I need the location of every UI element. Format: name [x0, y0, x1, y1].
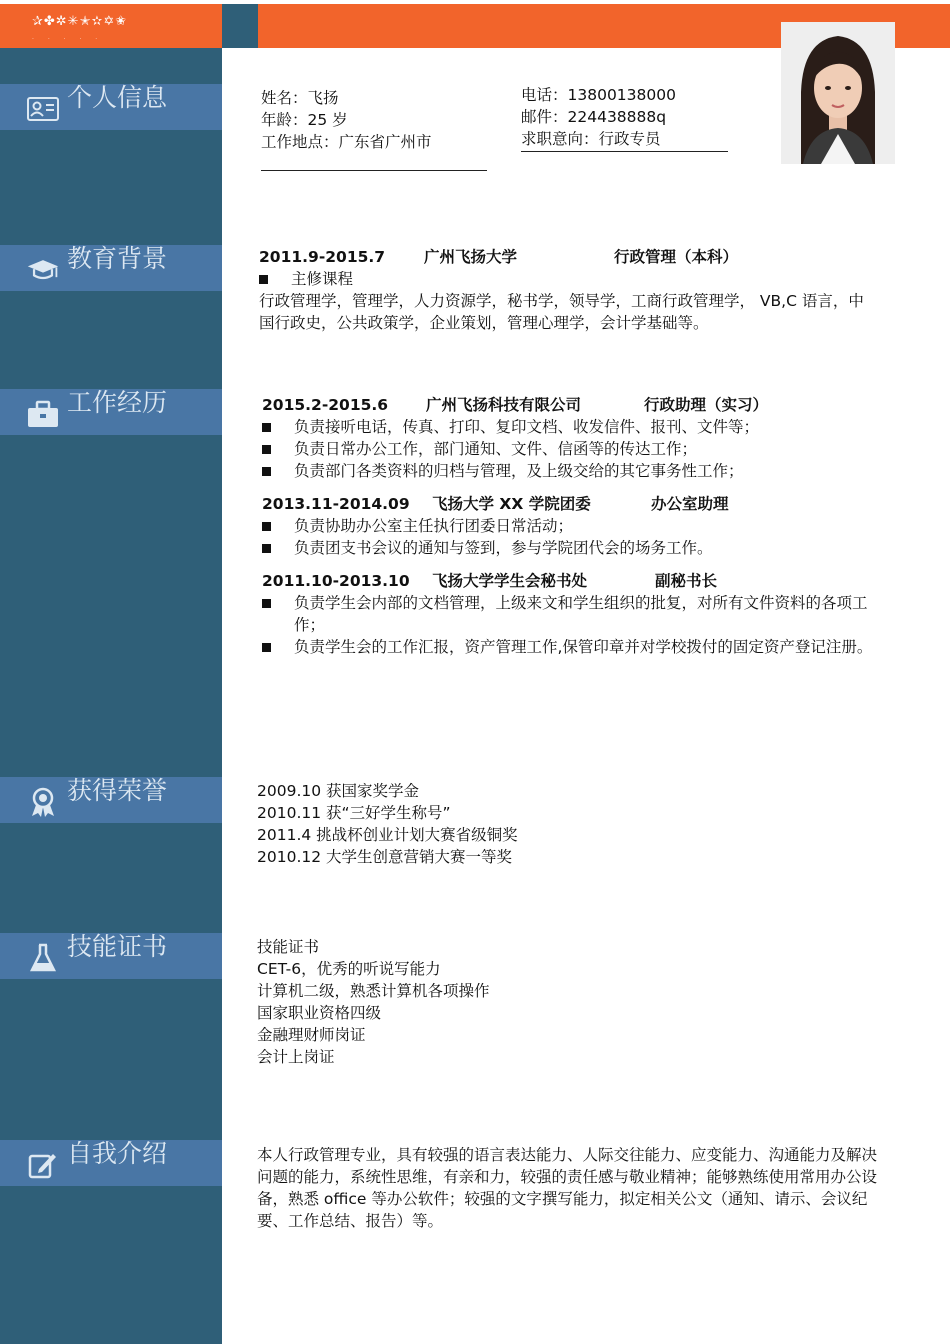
work-item	[262, 537, 922, 559]
skill-item: 国家职业资格四级	[257, 1004, 382, 1022]
decorative-dots: · · · · ·	[32, 36, 104, 43]
bullet-square-icon	[262, 643, 271, 652]
award-ribbon-icon	[26, 787, 60, 817]
bullet-square-icon	[262, 423, 271, 432]
education-courses: 行政管理学，管理学，人力资源学，秘书学，领导学，工商行政管理学， VB,C 语言，中国行政史，公共政策学，企业策划，管理心理学，会计学基础等。	[259, 292, 864, 332]
personal-location: 工作地点：广东省广州市	[261, 133, 432, 151]
education-courses-title: 主修课程	[291, 270, 354, 288]
skill-item: 会计上岗证	[257, 1048, 335, 1066]
work-item-continuation: 作；	[294, 616, 326, 634]
personal-phone: 电话：13800138000	[521, 86, 676, 104]
personal-email: 邮件：224438888q	[521, 108, 667, 126]
bullet-square-icon	[262, 467, 271, 476]
edit-pencil-icon	[26, 1150, 60, 1180]
personal-name: 姓名：飞扬	[261, 89, 339, 107]
briefcase-icon	[26, 399, 60, 429]
honor-item: 2010.12 大学生创意营销大赛一等奖	[257, 848, 513, 866]
self-intro-text: 本人行政管理专业，具有较强的语言表达能力、人际交往能力、应变能力、沟通能力及解决问题的能力，系统性思维，有亲和力，较强的责任感与敬业精神；能够熟练使用常用办公设备，熟悉 office 等办公软件；较强的文字撰写能力，拟定相关公文（通知、请示、会议纪要、工作总结、报告）等。	[257, 1146, 878, 1230]
personal-age: 年龄：25 岁	[261, 111, 348, 129]
work-period-1: 2015.2-2015.6	[262, 396, 389, 414]
bullet-square-icon	[262, 544, 271, 553]
work-item	[262, 460, 922, 482]
honor-item: 2011.4 挑战杯创业计划大赛省级铜奖	[257, 826, 518, 844]
work-role-2: 办公室助理	[651, 495, 729, 513]
education-period: 2011.9-2015.7	[259, 248, 386, 266]
section-title-honors: 获得荣誉	[67, 776, 168, 805]
section-title-work: 工作经历	[67, 388, 168, 417]
honor-item: 2010.11 获“三好学生称号”	[257, 804, 451, 822]
work-period-2: 2013.11-2014.09	[262, 495, 410, 513]
work-item-text: 负责团支书会议的通知与签到，参与学院团代会的场务工作。	[294, 539, 713, 557]
personal-objective: 求职意向：行政专员	[521, 130, 661, 148]
graduation-cap-icon	[26, 255, 60, 285]
section-title-intro: 自我介绍	[67, 1139, 168, 1168]
section-title-personal: 个人信息	[67, 83, 168, 112]
education-major: 行政管理（本科）	[614, 248, 739, 266]
work-item-text: 负责接听电话，传真、打印、复印文档、收发信件、报刊、文件等；	[294, 418, 760, 436]
work-item	[262, 416, 922, 438]
header-gap	[222, 4, 258, 48]
section-header-honors	[0, 777, 222, 823]
section-header-work	[0, 389, 222, 435]
education-courses-title-row	[259, 268, 559, 290]
section-title-education: 教育背景	[67, 244, 168, 273]
work-item-text: 负责部门各类资料的归档与管理，及上级交给的其它事务性工作；	[294, 462, 744, 480]
section-title-skills: 技能证书	[67, 932, 168, 961]
skill-item: 金融理财师岗证	[257, 1026, 366, 1044]
skill-item: CET-6，优秀的听说写能力	[257, 960, 441, 978]
bullet-square-icon	[262, 599, 271, 608]
bullet-square-icon	[262, 445, 271, 454]
work-role-3: 副秘书长	[655, 572, 718, 590]
work-item-text: 负责日常办公工作，部门通知、文件、信函等的传达工作；	[294, 440, 698, 458]
honor-item: 2009.10 获国家奖学金	[257, 782, 420, 800]
id-card-icon	[26, 94, 60, 124]
bullet-square-icon	[259, 275, 268, 284]
profile-photo	[781, 22, 895, 164]
decorative-stars: ✰✤✲✳✭✫✡✬	[32, 14, 128, 29]
skill-item: 计算机二级，熟悉计算机各项操作	[257, 982, 490, 1000]
work-item-text: 负责学生会的工作汇报，资产管理工作,保管印章并对学校拨付的固定资产登记注册。	[294, 638, 873, 656]
personal-underline-left	[261, 170, 487, 171]
skill-item: 技能证书	[257, 938, 320, 956]
work-item-text: 负责学生会内部的文档管理，上级来文和学生组织的批复，对所有文件资料的各项工	[294, 594, 868, 612]
section-header-education	[0, 245, 222, 291]
flask-icon	[26, 943, 60, 973]
work-org-1: 广州飞扬科技有限公司	[426, 396, 582, 414]
section-header-personal	[0, 84, 222, 130]
personal-underline-right	[521, 151, 728, 152]
work-org-3: 飞扬大学学生会秘书处	[432, 572, 588, 590]
section-header-skills	[0, 933, 222, 979]
bullet-square-icon	[262, 522, 271, 531]
work-item	[262, 515, 922, 537]
education-school: 广州飞扬大学	[424, 248, 518, 266]
work-role-1: 行政助理（实习）	[644, 396, 769, 414]
work-org-2: 飞扬大学 XX 学院团委	[432, 495, 591, 513]
work-item-text: 负责协助办公室主任执行团委日常活动；	[294, 517, 574, 535]
work-item	[262, 438, 922, 460]
work-period-3: 2011.10-2013.10	[262, 572, 410, 590]
work-item	[262, 636, 922, 658]
section-header-intro	[0, 1140, 222, 1186]
work-item	[262, 592, 922, 614]
